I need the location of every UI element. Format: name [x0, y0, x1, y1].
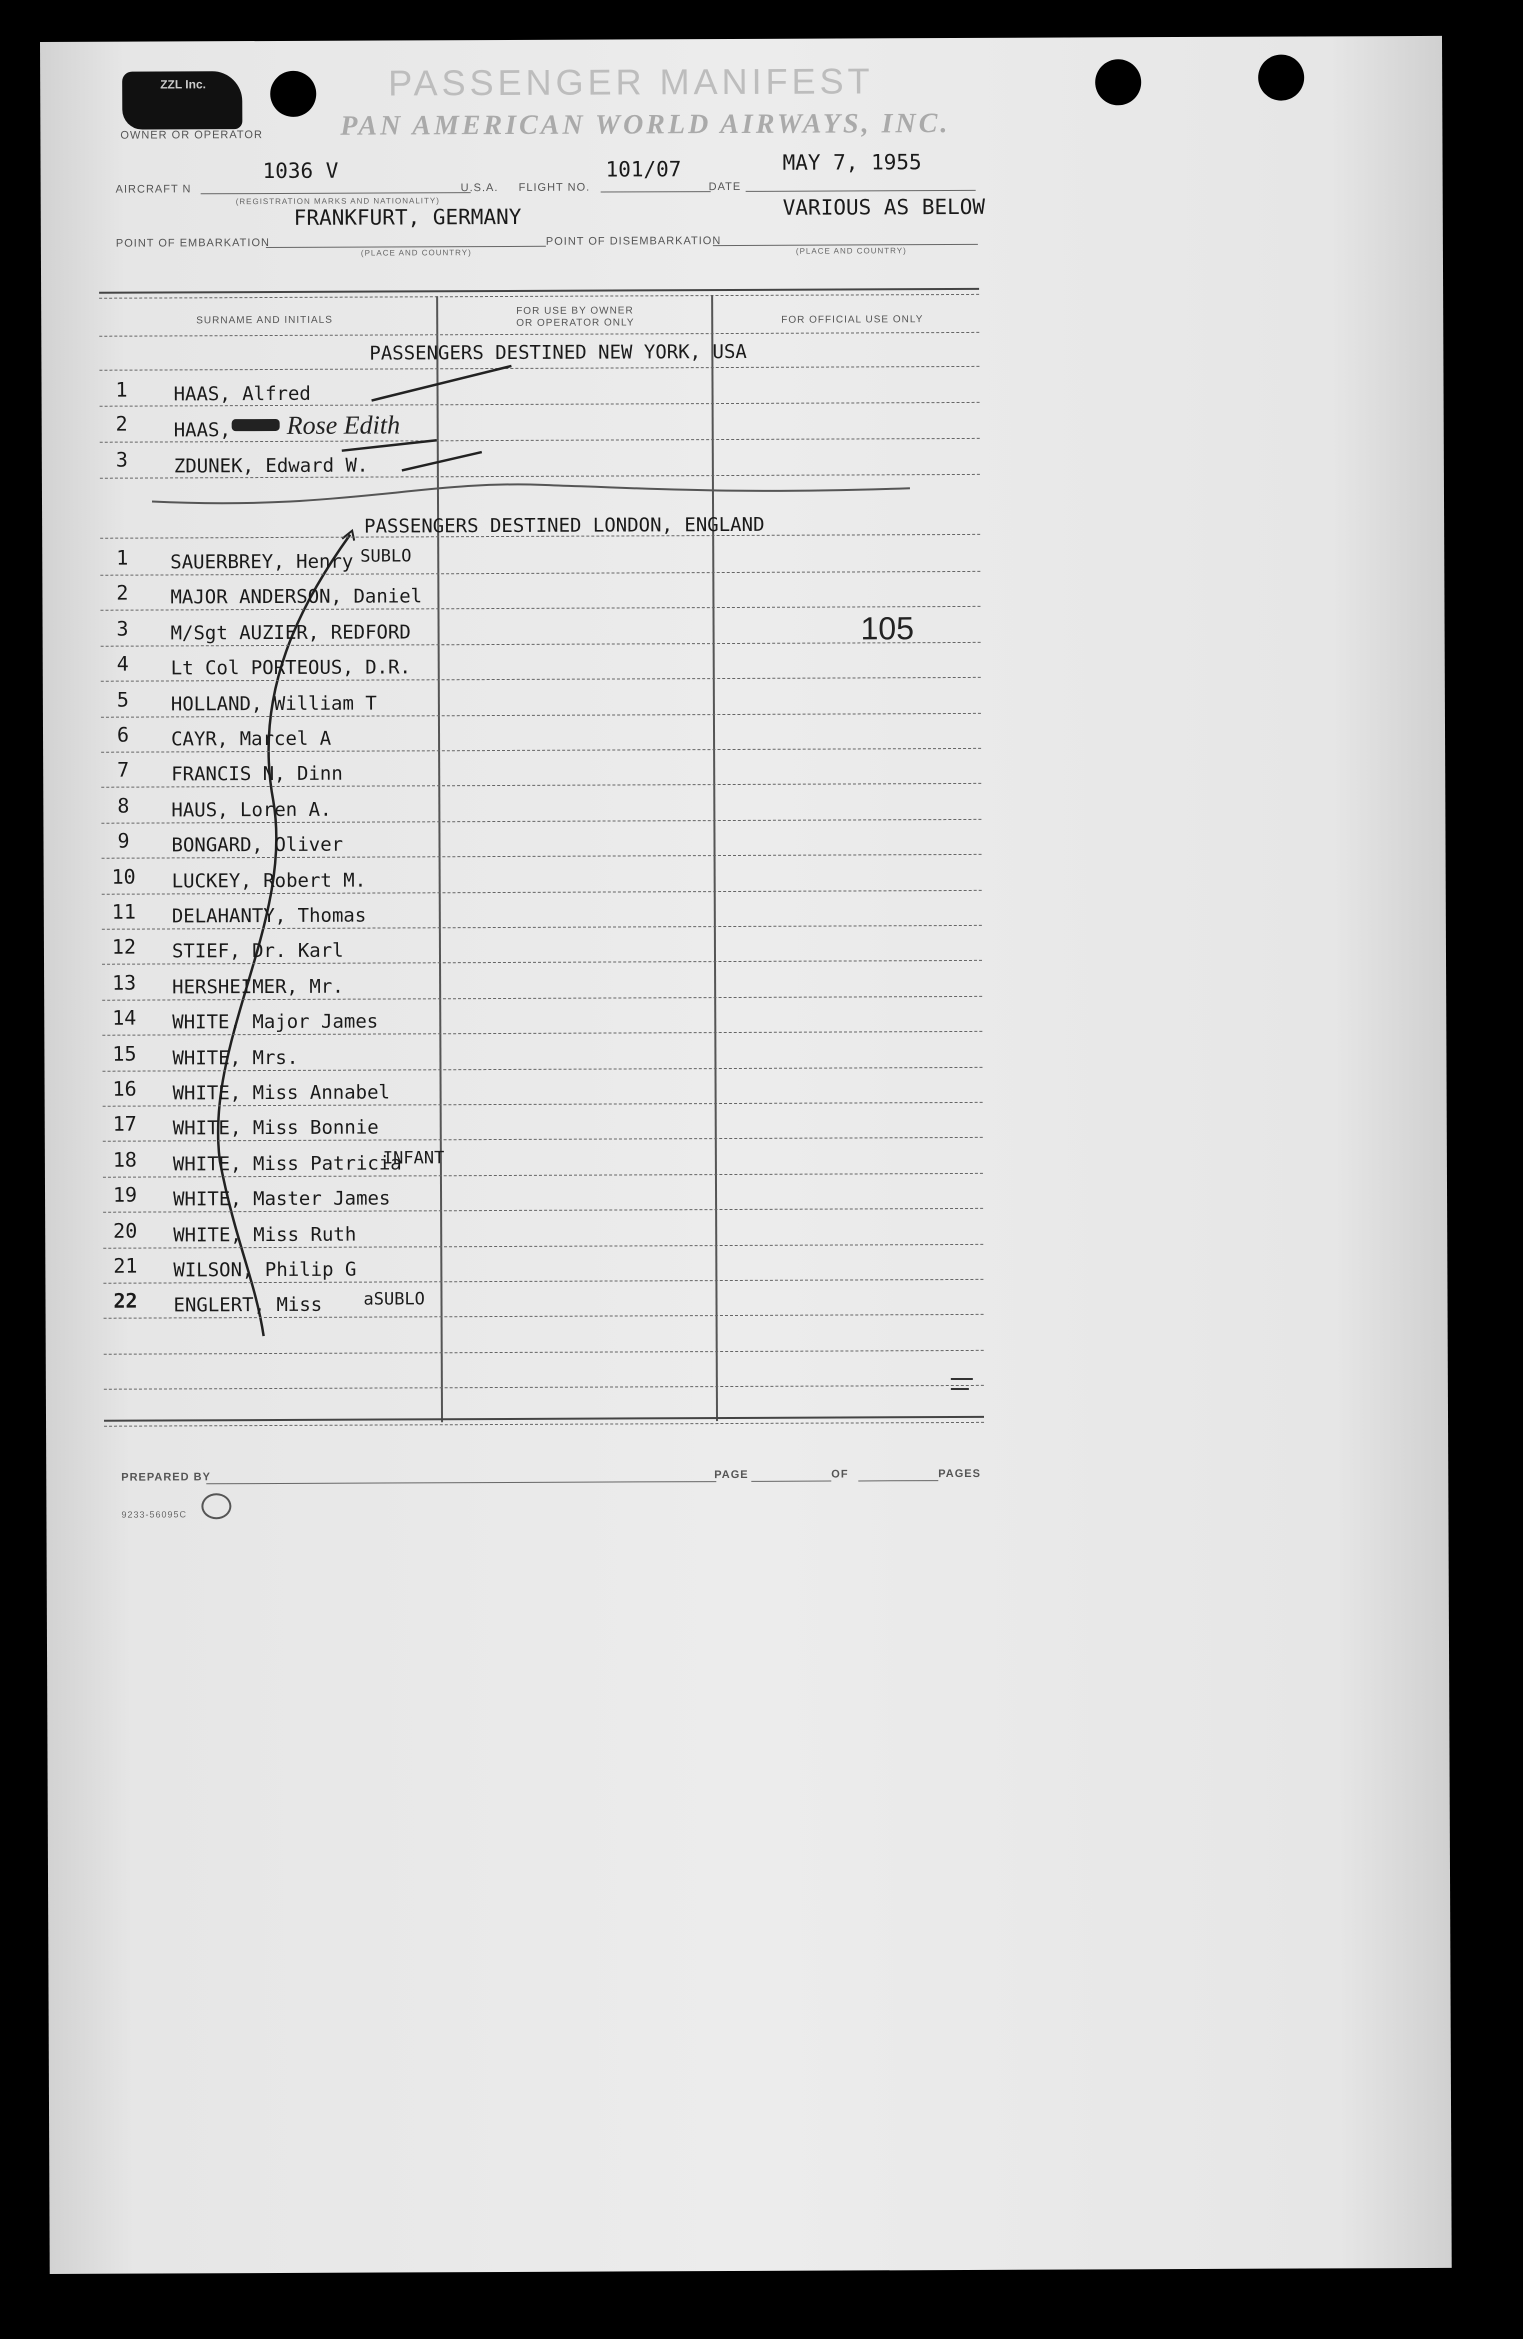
of-label: OF [831, 1468, 849, 1481]
row-number: 4 [116, 651, 129, 676]
passenger-name: LUCKEY, Robert M. [171, 869, 367, 893]
row-number: 18 [112, 1147, 137, 1172]
official-mark: 105 [860, 610, 915, 647]
row-number: 22 [113, 1288, 138, 1314]
passenger-name: WHITE, Mrs. [172, 1046, 299, 1070]
embarkation-value: FRANKFURT, GERMANY [293, 204, 522, 230]
punch-hole [1258, 54, 1304, 100]
date-value: MAY 7, 1955 [782, 150, 922, 175]
embarkation-label: POINT OF EMBARKATION [115, 236, 270, 250]
owner-stamp-text: ZZL Inc. [160, 77, 206, 92]
row-number: 16 [112, 1076, 137, 1101]
passenger-note: SUBLO [360, 546, 412, 567]
manifest-sheet [40, 36, 1452, 2274]
aircraft-value: 1036 V [262, 158, 339, 184]
passenger-note: INFANT [382, 1148, 445, 1169]
owner-label: OWNER OR OPERATOR [120, 129, 263, 142]
section-heading-new-york: PASSENGERS DESTINED NEW YORK, USA [369, 340, 747, 365]
row-number: 2 [116, 581, 129, 606]
passenger-name: WHITE, Miss Ruth [173, 1223, 357, 1247]
row-number: 7 [117, 758, 130, 783]
passenger-name: ZDUNEK, Edward W. [173, 454, 369, 478]
disembarkation-label: POINT OF DISEMBARKATION [545, 235, 722, 248]
passenger-name: HAUS, Loren A. [171, 798, 332, 822]
row-number: 12 [111, 934, 137, 960]
row-number: 21 [113, 1253, 138, 1278]
row-number: 9 [117, 828, 130, 853]
aircraft-label: AIRCRAFT N [115, 183, 192, 196]
column-header-owner-line2: OR OPERATOR ONLY [516, 317, 635, 329]
row-number: 2 [115, 411, 128, 436]
flight-value: 101/07 [605, 157, 682, 182]
row-number: 20 [113, 1218, 138, 1243]
page-label: PAGE [714, 1468, 749, 1482]
passenger-name: STIEF, Dr. Karl [171, 940, 344, 963]
passenger-name: DELAHANTY, Thomas [171, 904, 367, 928]
passenger-name: SAUERBREY, Henry [170, 550, 354, 574]
row-number: 1 [116, 545, 129, 570]
passenger-name: CAYR, Marcel A [170, 727, 332, 751]
passenger-name: WHITE, Miss Bonnie [172, 1116, 379, 1140]
disembarkation-caption: (PLACE AND COUNTRY) [795, 246, 907, 256]
pages-label: PAGES [938, 1467, 981, 1481]
company-name: PAN AMERICAN WORLD AIRWAYS, INC. [340, 108, 951, 142]
passenger-name: HAAS, Alfred [173, 382, 311, 406]
passenger-name: ENGLERT, Miss [173, 1294, 323, 1317]
row-number: 8 [117, 793, 130, 818]
flight-label: FLIGHT NO. [518, 181, 591, 194]
passenger-name: M/Sgt AUZIER, REDFORD [170, 621, 411, 645]
embarkation-caption: (PLACE AND COUNTRY) [360, 248, 472, 258]
passenger-name: FRANCIS N, Dinn [171, 763, 343, 786]
passenger-name: HAAS, [173, 419, 231, 442]
row-number: 15 [112, 1041, 137, 1066]
passenger-name: HOLLAND, William T [170, 692, 377, 716]
margin-mark [951, 1388, 969, 1390]
passenger-name: BONGARD, Oliver [171, 833, 344, 857]
passenger-name: WHITE, Miss Annabel [172, 1081, 390, 1105]
row-number: 3 [115, 447, 128, 472]
column-header-surname: SURNAME AND INITIALS [196, 314, 333, 327]
passenger-name: WHITE, Miss Patricia [172, 1152, 402, 1176]
row-number: 3 [116, 616, 129, 641]
form-number: 9233-56095C [121, 1509, 187, 1520]
row-number: 14 [112, 1005, 137, 1030]
usa-label: U.S.A. [460, 182, 499, 195]
section-heading-london: PASSENGERS DESTINED LONDON, ENGLAND [364, 513, 765, 538]
passenger-name: WHITE, Master James [173, 1187, 391, 1211]
column-header-official: FOR OFFICIAL USE ONLY [781, 314, 924, 326]
passenger-name: Lt Col PORTEOUS, D.R. [170, 656, 411, 680]
punch-hole [1095, 59, 1141, 105]
row-number: 17 [112, 1111, 137, 1137]
passenger-name: MAJOR ANDERSON, Daniel [170, 585, 423, 609]
disembarkation-value: VARIOUS AS BELOW [782, 194, 986, 220]
row-number: 6 [116, 722, 130, 747]
row-number: 19 [112, 1182, 138, 1207]
column-header-owner-line1: FOR USE BY OWNER [516, 305, 634, 317]
prepared-by-label: PREPARED BY [121, 1471, 211, 1484]
margin-mark [951, 1378, 973, 1380]
form-title: PASSENGER MANIFEST [388, 60, 874, 104]
passenger-note: aSUBLO [363, 1289, 425, 1310]
union-label-icon [201, 1493, 231, 1519]
row-number: 10 [111, 864, 136, 889]
row-number: 5 [116, 687, 129, 712]
registration-caption: (REGISTRATION MARKS AND NATIONALITY) [235, 196, 440, 207]
row-number: 13 [112, 970, 137, 995]
passenger-name: WHITE, Major James [172, 1010, 379, 1034]
row-number: 11 [111, 899, 136, 924]
date-label: DATE [708, 180, 742, 194]
handwritten-name: Rose Edith [286, 410, 401, 440]
row-number: 1 [115, 377, 128, 402]
passenger-name: WILSON, Philip G [173, 1258, 357, 1282]
passenger-name: HERSHEIMER, Mr. [172, 975, 344, 999]
